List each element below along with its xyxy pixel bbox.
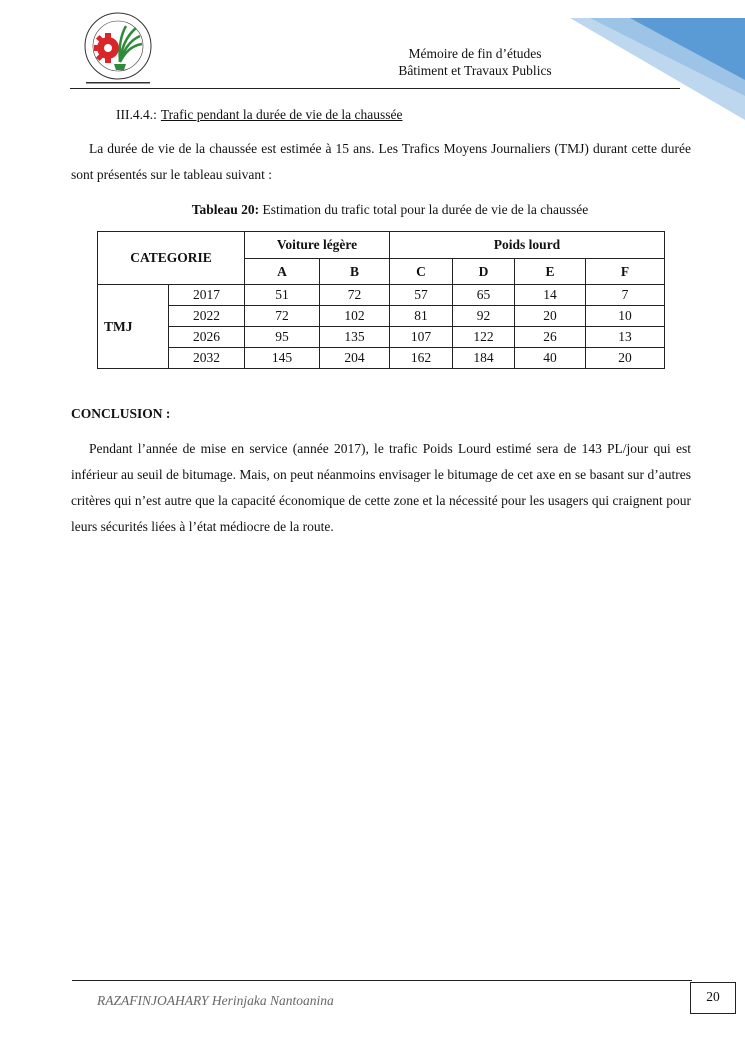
page-number: 20: [690, 982, 736, 1014]
value-cell: 102: [320, 306, 390, 327]
document-header-title: [380, 45, 570, 79]
table-row: [98, 348, 665, 369]
value-cell: 81: [390, 306, 453, 327]
year-cell: 2026: [169, 327, 245, 348]
row-group-label: TMJ: [98, 285, 169, 369]
header-title-line1: Mémoire de fin d’études: [408, 46, 542, 61]
header-title-line2: Bâtiment et Travaux Publics: [398, 63, 552, 78]
table-row: [98, 306, 665, 327]
section-heading: [116, 107, 403, 123]
value-cell: 51: [245, 285, 320, 306]
value-cell: 145: [245, 348, 320, 369]
value-cell: 20: [586, 348, 665, 369]
value-cell: 10: [586, 306, 665, 327]
year-cell: 2022: [169, 306, 245, 327]
column-header: D: [453, 259, 515, 285]
value-cell: 57: [390, 285, 453, 306]
traffic-table: [97, 231, 665, 369]
header-rule: [70, 88, 680, 89]
year-cell: 2032: [169, 348, 245, 369]
column-header: E: [515, 259, 586, 285]
table-row: [98, 327, 665, 348]
school-logo: [78, 10, 160, 90]
conclusion-heading: CONCLUSION :: [71, 406, 171, 421]
value-cell: 14: [515, 285, 586, 306]
group-header-light: Voiture légère: [245, 232, 390, 259]
section-number: III.4.4.:: [116, 107, 157, 122]
value-cell: 107: [390, 327, 453, 348]
table-row: [98, 285, 665, 306]
value-cell: 7: [586, 285, 665, 306]
value-cell: 95: [245, 327, 320, 348]
column-header: A: [245, 259, 320, 285]
corner-decoration: [570, 0, 745, 125]
group-header-heavy: Poids lourd: [390, 232, 665, 259]
footer-rule: [72, 980, 692, 981]
value-cell: 135: [320, 327, 390, 348]
table-header-row: [98, 232, 665, 259]
table-caption-text: Estimation du trafic total pour la durée de vie de la chaussée: [259, 202, 589, 217]
conclusion-paragraph: Pendant l’année de mise en service (année 2017), le trafic Poids Lourd estimé sera de 143 PL/jour qui est inférieur au seuil de bitumage. Mais, on peut néanmoins envisager le bitumage de cet axe en se basant sur d’autres critères qui n’est autre que la capacité économique de cette zone et la nécessité pour les usagers qui craignent pour leurs sécurités liées à l’état médiocre de la route.: [71, 441, 691, 534]
value-cell: 162: [390, 348, 453, 369]
value-cell: 72: [245, 306, 320, 327]
category-header: CATEGORIE: [98, 232, 245, 285]
value-cell: 72: [320, 285, 390, 306]
table-caption-label: Tableau 20:: [191, 202, 260, 217]
value-cell: 65: [453, 285, 515, 306]
intro-paragraph: La durée de vie de la chaussée est estimée à 15 ans. Les Trafics Moyens Journaliers (TMJ) durant cette durée sont présentés sur le tableau suivant :: [71, 141, 691, 182]
table-caption: [0, 202, 745, 218]
footer-author: RAZAFINJOAHARY Herinjaka Nantoanina: [97, 993, 334, 1008]
column-header: F: [586, 259, 665, 285]
section-title: Trafic pendant la durée de vie de la chaussée: [160, 107, 403, 122]
value-cell: 20: [515, 306, 586, 327]
value-cell: 204: [320, 348, 390, 369]
value-cell: 92: [453, 306, 515, 327]
value-cell: 13: [586, 327, 665, 348]
value-cell: 40: [515, 348, 586, 369]
column-header: C: [390, 259, 453, 285]
value-cell: 26: [515, 327, 586, 348]
value-cell: 122: [453, 327, 515, 348]
column-header: B: [320, 259, 390, 285]
year-cell: 2017: [169, 285, 245, 306]
value-cell: 184: [453, 348, 515, 369]
